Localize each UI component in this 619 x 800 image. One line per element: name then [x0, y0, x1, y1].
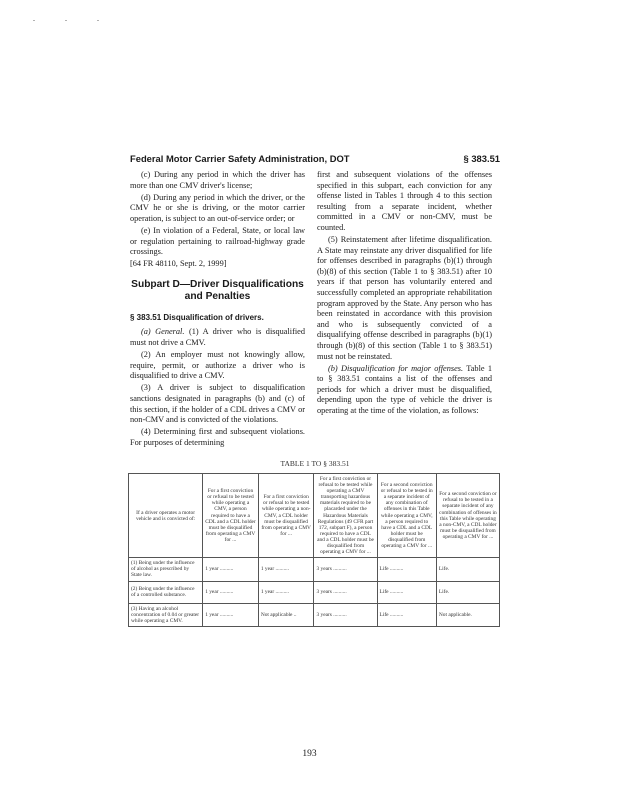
table-cell: (1) Being under the influence of alcohol as prescribed by State law.: [129, 558, 203, 581]
table-header-cell: For a first conviction or refusal to be tested while operating a CMV, a person required to have a CDL and a CDL holder must be disqualified from operating a CMV for ...: [203, 474, 259, 558]
page-number: 193: [302, 749, 317, 759]
table-cell: (2) Being under the influence of a controlled substance.: [129, 581, 203, 603]
table-cell: 1 year ..........: [203, 603, 259, 626]
para-c: (c) During any period in which the driver has more than one CMV driver's license;: [130, 170, 305, 190]
table-header-row: [129, 474, 500, 558]
table-cell: (3) Having an alcohol concentration of 0.04 or greater while operating a CMV.: [129, 603, 203, 626]
table-cell: Life ..........: [377, 603, 436, 626]
header-section: § 383.51: [463, 153, 500, 164]
para-b-label: (b) Disqualification for major offenses.: [328, 363, 464, 373]
table-cell: 1 year ..........: [258, 581, 314, 603]
table-header-cell: For a first conviction or refusal to be tested while operating a non-CMV, a CDL holder must be disqualified from operating a CMV for ...: [258, 474, 314, 558]
corner-marks: . . .: [33, 14, 113, 23]
para-a-label: (a) General.: [141, 327, 185, 337]
table-cell: 3 years ..........: [314, 581, 377, 603]
para-continued: first and subsequent violations of the offenses specified in this subpart, each conviction for any offense listed in Tables 1 through 4 to this section resulting from a separate incident, whether committed in a CMV or non-CMV, must be counted.: [317, 170, 492, 232]
table-header-cell: If a driver operates a motor vehicle and is convicted of:: [129, 474, 203, 558]
para-a1: [130, 327, 305, 348]
citation: [64 FR 48110, Sept. 2, 1999]: [130, 259, 227, 269]
para-b: [317, 364, 492, 417]
table-cell: Life ..........: [377, 581, 436, 603]
table-cell: Life.: [436, 558, 499, 581]
left-column: [130, 170, 305, 450]
table-cell: 1 year ..........: [258, 558, 314, 581]
para-e: (e) In violation of a Federal, State, or local law or regulation pertaining to railroad-highway grade crossings.: [130, 225, 305, 257]
para-a5: (5) Reinstatement after lifetime disqualification. A State may reinstate any driver disqualified for life for offenses described in paragraphs (b)(1) through (b)(8) of this section (Table 1 to § 383.51) after 10 years if that person has voluntarily entered and successfully completed an appropriate rehabilitation program approved by the State. Any person who has been reinstated in accordance with this provision and who is subsequently convicted of a disqualifying offense described in paragraphs (b)(1) through (b)(8) of this section (Table 1 to § 383.51) must not be reinstated.: [317, 235, 492, 361]
para-a2: (2) An employer must not knowingly allow, require, permit, or authorize a driver who is disqualified to drive a CMV.: [130, 350, 305, 381]
table-header-cell: For a first conviction or refusal to be tested while operating a CMV transporting hazardous materials required to be placarded under the Hazardous Materials Regulations (49 CFR part 172, subpart F), a person required to have a CDL and a CDL holder must be disqualified from operating a CMV for ...: [314, 474, 377, 558]
para-d: (d) During any period in which the driver, or the CMV he or she is driving, or the motor carrier operation, is subject to an out-of-service order; or: [130, 192, 305, 223]
table-cell: 3 years ..........: [314, 603, 377, 626]
table-row: [129, 603, 500, 626]
table-cell: 3 years ..........: [314, 558, 377, 581]
table-cell: 1 year ..........: [203, 581, 259, 603]
para-b-text: Table 1 to § 383.51 contains a list of the offenses and periods for which a driver must be disqualified, depending upon the type of vehicle the driver is operating at the time of the violation, as follows:: [317, 363, 492, 416]
table-cell: Life.: [436, 581, 499, 603]
right-column: [317, 170, 492, 418]
disqualification-table: [128, 473, 500, 627]
para-a4: (4) Determining first and subsequent violations. For purposes of determining: [130, 427, 305, 447]
table-row: [129, 581, 500, 603]
table-cell: Not applicable ..: [258, 603, 314, 626]
table-caption: TABLE 1 TO § 383.51: [280, 459, 350, 468]
table-header-cell: For a second conviction or refusal to be tested in a separate incident of any combination of offenses in this Table while operating a non-CMV, a CDL holder must be disqualified from operating a CMV for ...: [436, 474, 499, 558]
table-header-cell: For a second conviction or refusal to be tested in a separate incident of any combination of offenses in this Table while operating a CMV, a person required to have a CDL and a CDL holder must be disqualified from operating a CMV for ...: [377, 474, 436, 558]
table-row: [129, 558, 500, 581]
para-a3: (3) A driver is subject to disqualification sanctions designated in paragraphs (b) and (c) of this section, if the holder of a CDL drives a CMV or non-CMV and is convicted of the violations.: [130, 383, 305, 425]
subpart-title: Subpart D—Driver Disqualifications and Penalties: [131, 278, 304, 303]
header-agency: Federal Motor Carrier Safety Administration, DOT: [130, 153, 350, 164]
table-cell: 1 year ..........: [203, 558, 259, 581]
para-a1-text: (1) A driver who is disqualified must not drive a CMV.: [130, 327, 305, 348]
running-header: [130, 153, 500, 165]
table-cell: Not applicable.: [436, 603, 499, 626]
section-heading: § 383.51 Disqualification of drivers.: [130, 312, 264, 322]
table-cell: Life ..........: [377, 558, 436, 581]
